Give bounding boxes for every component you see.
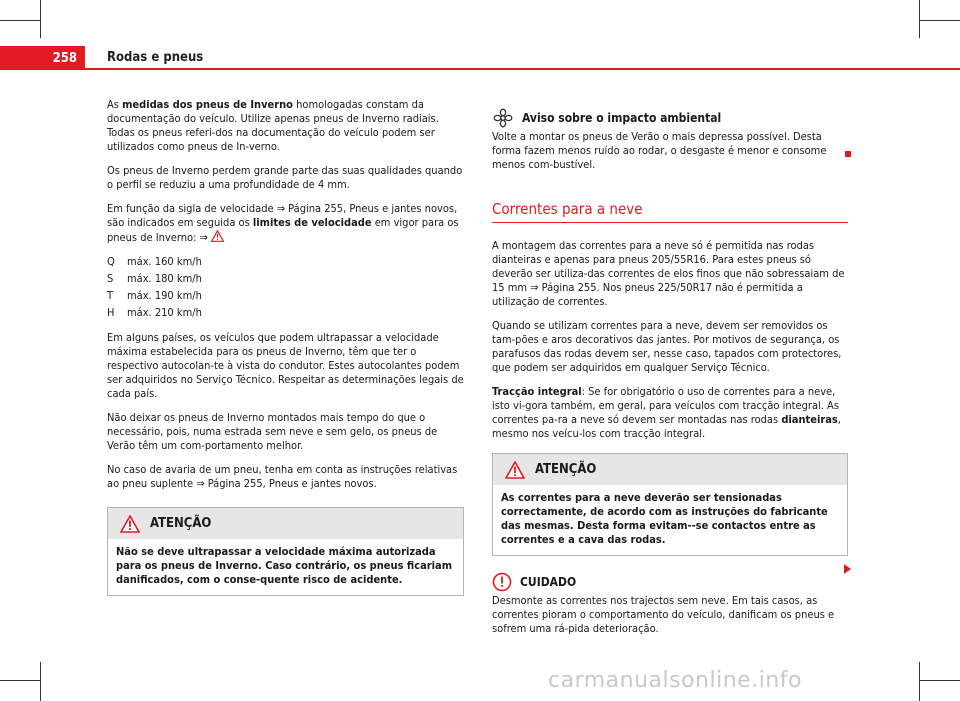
paragraph: Volte a montar os pneus de Verão o mais depressa possível. Desta forma fazem menos ruído ao rodar, o desgaste é menor e consome menos com-bustível. <box>492 130 827 171</box>
paragraph: Em função da sigla de velocidade ⇒ Página 255, Pneus e jantes novos, são indicados em seguida os limites de velocidade em vigor para os pneus de Inverno: ⇒ <box>107 202 459 244</box>
warning-triangle-icon <box>120 515 140 533</box>
watermark: carmanualsonline.info <box>548 668 802 693</box>
paragraph: Desmonte as correntes nos trajectos sem neve. Em tais casos, as correntes pioram o comportamento do veículo, danificam os pneus e sofrem uma rá-pida deterioração. <box>492 594 835 635</box>
warning-title: ATENÇÃO <box>535 461 597 477</box>
crop-mark <box>919 20 960 21</box>
header-rule <box>85 68 960 70</box>
caution-heading <box>492 572 848 592</box>
environment-title: Aviso sobre o impacto ambiental <box>522 111 722 125</box>
warning-box <box>107 507 464 596</box>
paragraph: Não deixar os pneus de Inverno montados mais tempo do que o necessário, pois, numa estrada sem neve e sem gelo, os pneus de Verão têm um com-portamento melhor. <box>107 411 438 452</box>
list-item: T máx. 190 km/h <box>107 289 202 302</box>
crop-mark <box>919 662 920 701</box>
page-number: 258 <box>0 46 85 70</box>
warning-header <box>108 508 463 539</box>
paragraph: Em alguns países, os veículos que podem ultrapassar a velocidade máxima estabelecida para os pneus de Inverno, têm que ter o respectivo autocolan-te à vista do condutor. Estes autocolantes podem ser adquiridos no Serviço Técnico. Respeitar as determinações legais de cada país. <box>107 331 464 400</box>
warning-text: As correntes para a neve deverão ser tensionadas correctamente, de acordo com as instruções do fabricante das mesmas. Desta forma evitam--se contactos entre as correntes e a cava das rodas. <box>501 491 828 546</box>
continue-arrow-icon <box>844 564 851 574</box>
paragraph: A montagem das correntes para a neve só é permitida nas rodas dianteiras e apenas para pneus 205/55R16. Para estes pneus só deverão ser utiliza-das correntes de elos finos que não sobressaiam de 15 mm ⇒ Página 255. Nos pneus 225/50R17 não é permitida a utilização de correntes. <box>492 239 845 308</box>
list-item: S máx. 180 km/h <box>107 272 202 285</box>
crop-mark <box>0 680 40 681</box>
paragraph: As medidas dos pneus de Inverno homologadas constam da documentação do veículo. Utilize apenas pneus de Inverno radiais. Todas os pneus referi-dos na documentação do veículo podem ser utilizados como pneus de In-verno. <box>107 98 439 153</box>
warning-box <box>492 453 848 556</box>
crop-mark <box>40 0 41 38</box>
paragraph: Quando se utilizam correntes para a neve, devem ser removidos os tam-pões e aros decorativos das jantes. Por motivos de segurança, os parafusos das rodas devem ser, nesse caso, tapados com protectores, que podem ser adquiridos em qualquer Serviço Técnico. <box>492 319 842 374</box>
flower-environment-icon <box>492 108 514 128</box>
crop-mark <box>919 0 920 38</box>
right-column <box>492 108 848 646</box>
warning-text: Não se deve ultrapassar a velocidade máxima autorizada para os pneus de Inverno. Caso contrário, os pneus ficariam danificados, com o conse-quente risco de acidente. <box>116 545 453 586</box>
section-title: Correntes para a neve <box>492 202 848 223</box>
left-column <box>107 98 464 596</box>
list-item: H máx. 210 km/h <box>107 306 202 319</box>
crop-mark <box>40 662 41 701</box>
warning-triangle-icon <box>211 230 224 242</box>
warning-header <box>493 454 847 485</box>
list-item: Q máx. 160 km/h <box>107 255 202 268</box>
page-title: Rodas e pneus <box>107 50 204 65</box>
speed-limit-list <box>107 255 464 321</box>
end-of-section-marker <box>845 151 851 157</box>
caution-title: CUIDADO <box>520 575 577 589</box>
paragraph: Os pneus de Inverno perdem grande parte das suas qualidades quando o perfil se reduziu a uma profundidade de 4 mm. <box>107 164 463 191</box>
warning-triangle-icon <box>505 461 525 479</box>
crop-mark <box>919 680 960 681</box>
paragraph: No caso de avaria de um pneu, tenha em conta as instruções relativas ao pneu suplente ⇒ Página 255, Pneus e jantes novos. <box>107 463 458 490</box>
caution-exclamation-icon <box>492 572 512 592</box>
environment-heading <box>492 108 848 128</box>
crop-mark <box>0 20 40 21</box>
warning-title: ATENÇÃO <box>150 515 212 531</box>
paragraph: Tracção integral: Se for obrigatório o uso de correntes para a neve, isto vi-gora também, em geral, para veículos com tracção integral. As correntes pa-ra a neve só devem ser montadas nas rodas dianteiras, mesmo nos veícu-los com tracção integral. <box>492 385 841 440</box>
